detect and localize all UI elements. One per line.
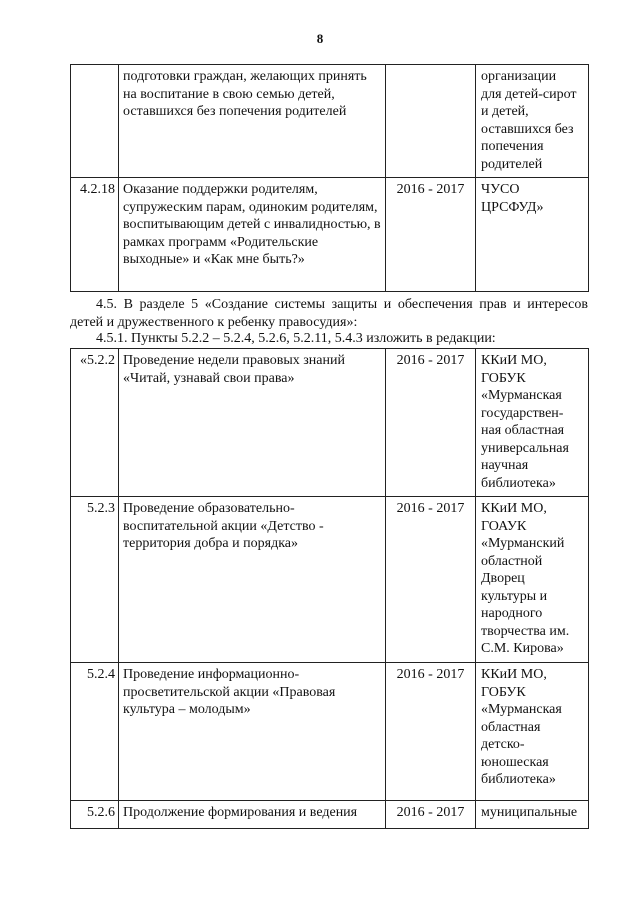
item-number: 5.2.6 <box>71 801 119 829</box>
item-number: 5.2.4 <box>71 663 119 801</box>
item-years: 2016 - 2017 <box>386 801 476 829</box>
item-years: 2016 - 2017 <box>386 663 476 801</box>
item-responsible: муниципальные <box>476 801 589 829</box>
item-responsible: организации для детей-сирот и детей, оставшихся без попечения родителей <box>476 65 589 178</box>
item-number: 4.2.18 <box>71 178 119 292</box>
table-row <box>71 497 589 663</box>
item-responsible: ЧУСО ЦРСФУД» <box>476 178 589 292</box>
section-paragraph: 4.5. В разделе 5 «Создание системы защиты и обеспечения прав и интересов детей и дружественного к ребенку правосудия»: <box>70 297 588 330</box>
item-years: 2016 - 2017 <box>386 178 476 292</box>
item-number: «5.2.2 <box>71 349 119 497</box>
item-responsible: ККиИ МО, ГОАУК «Мурманский областной Дворец культуры и народного творчества им. С.М. Кирова» <box>476 497 589 663</box>
item-responsible: ККиИ МО, ГОБУК «Мурманская областная детско- юношеская библиотека» <box>476 663 589 801</box>
item-description: Проведение информационно-просветительской акции «Правовая культура – молодым» <box>119 663 386 801</box>
item-description: Проведение образовательно-воспитательной акции «Детство - территория добра и порядка» <box>119 497 386 663</box>
table-row <box>71 801 589 829</box>
measures-table-section5 <box>70 348 589 829</box>
item-years: 2016 - 2017 <box>386 497 476 663</box>
item-description: Проведение недели правовых знаний «Читай, узнавай свои права» <box>119 349 386 497</box>
item-years: 2016 - 2017 <box>386 349 476 497</box>
points-paragraph: 4.5.1. Пункты 5.2.2 – 5.2.4, 5.2.6, 5.2.11, 5.4.3 изложить в редакции: <box>96 331 496 346</box>
table-row <box>71 65 589 178</box>
measures-table-top <box>70 64 589 292</box>
item-responsible: ККиИ МО, ГОБУК «Мурманская государствен- ная областная универсальная научная библиотека» <box>476 349 589 497</box>
item-description: подготовки граждан, желающих принять на воспитание в свою семью детей, оставшихся без попечения родителей <box>119 65 386 178</box>
page-number: 8 <box>316 31 324 46</box>
item-description: Оказание поддержки родителям, супружеским парам, одиноким родителям, воспитывающим детей с инвалидностью, в рамках программ «Родительские выходные» и «Как мне быть?» <box>119 178 386 292</box>
item-description: Продолжение формирования и ведения <box>119 801 386 829</box>
item-number: 5.2.3 <box>71 497 119 663</box>
item-number <box>71 65 119 178</box>
item-years <box>386 65 476 178</box>
table-row <box>71 178 589 292</box>
table-row <box>71 349 589 497</box>
table-row <box>71 663 589 801</box>
